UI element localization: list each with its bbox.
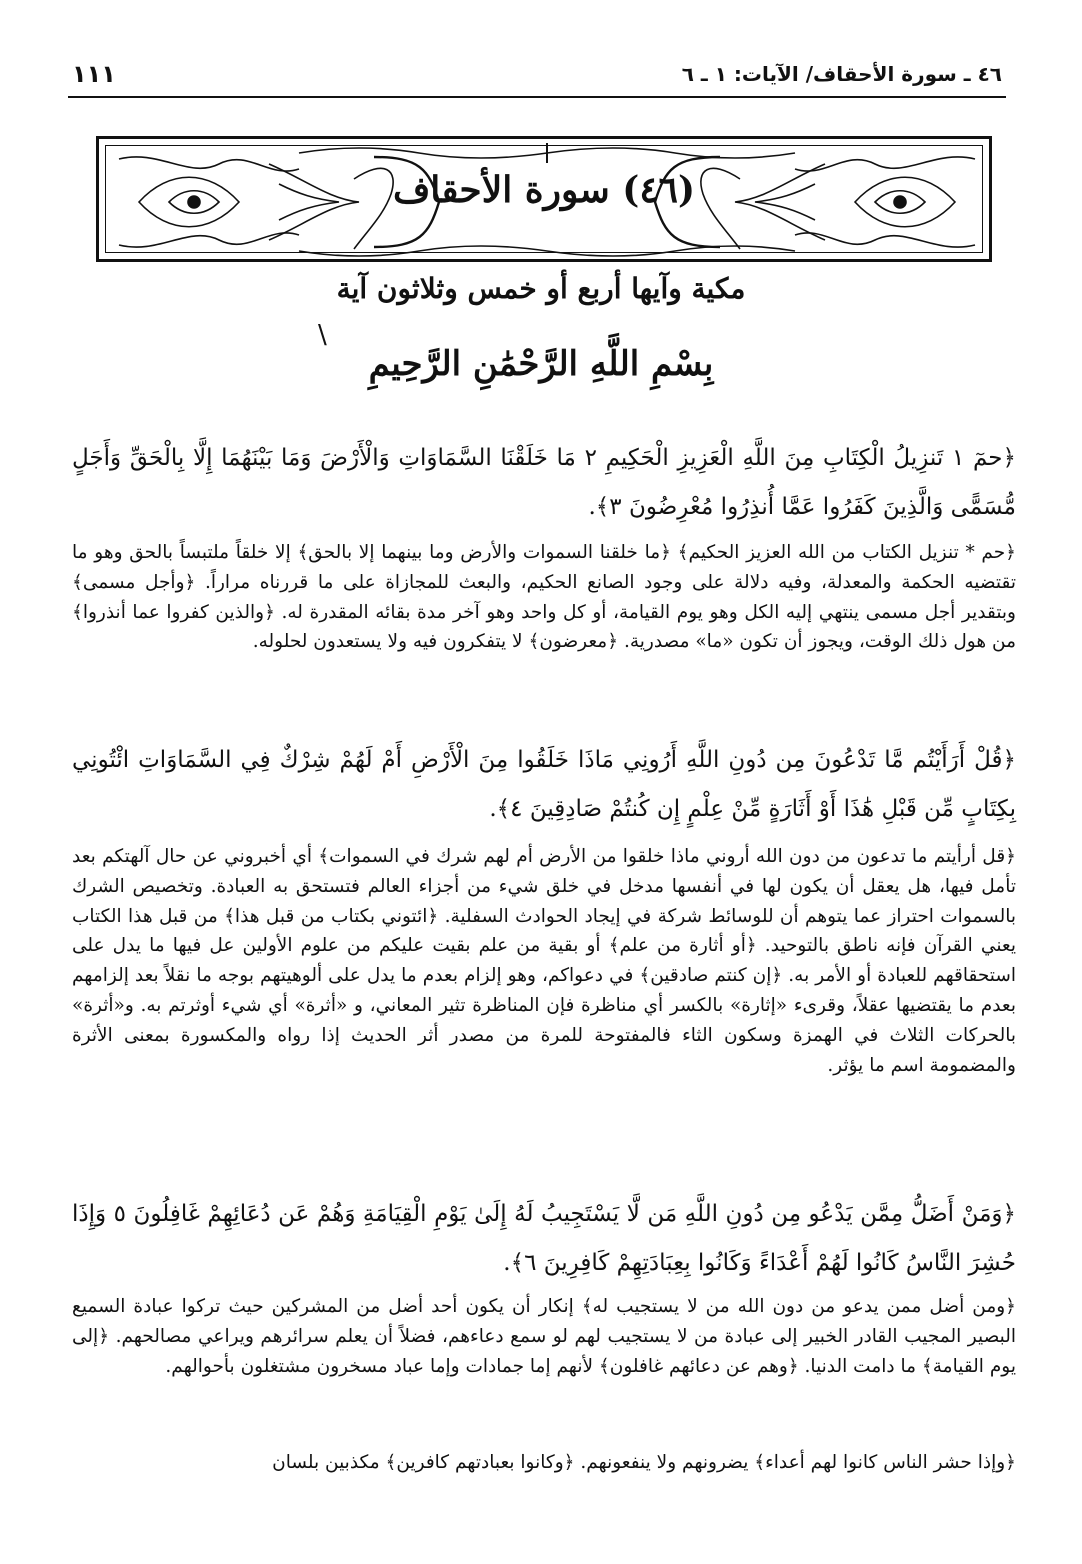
basmala: بِسْمِ اللَّهِ الرَّحْمَٰنِ الرَّحِيمِ (368, 344, 714, 384)
surah-banner (96, 136, 992, 262)
surah-subtitle: مكية وآيها أربع أو خمس وثلاثون آية (336, 272, 746, 305)
verse-block-2: ﴿قُلْ أَرَأَيْتُم مَّا تَدْعُونَ مِن دُونِ اللَّهِ أَرُونِي مَاذَا خَلَقُوا مِنَ الْأَرْضِ أَمْ لَهُمْ شِرْكٌ فِي السَّمَاوَاتِ ائْتُونِي بِكِتَابٍ مِّن قَبْلِ هَٰذَا أَوْ أَثَارَةٍ مِّنْ عِلْمٍ إِن كُنتُمْ صَادِقِينَ ٤﴾. (72, 747, 1016, 822)
running-title: ٤٦ ـ سورة الأحقاف/ الآيات: ١ ـ ٦ (681, 62, 1002, 86)
verse-block-3: ﴿وَمَنْ أَضَلُّ مِمَّن يَدْعُو مِن دُونِ اللَّهِ مَن لَّا يَسْتَجِيبُ لَهُ إِلَىٰ يَوْمِ الْقِيَامَةِ وَهُمْ عَن دُعَائِهِمْ غَافِلُونَ ٥ وَإِذَا حُشِرَ النَّاسُ كَانُوا لَهُمْ أَعْدَاءً وَكَانُوا بِعِبَادَتِهِمْ كَافِرِينَ ٦﴾. (72, 1201, 1016, 1276)
commentary-block-4: ﴿وإذا حشر الناس كانوا لهم أعداء﴾ يضرونهم ولا ينفعونهم. ﴿وكانوا بعبادتهم كافرين﴾ مكذبين بلسان (272, 1452, 1016, 1473)
commentary-block-2: ﴿قل أرأيتم ما تدعون من دون الله أروني ماذا خلقوا من الأرض أم لهم شرك في السموات﴾ أي أخبروني عن حال آلهتكم بعد تأمل فيها، هل يعقل أن يكون لها في أنفسها مدخل في خلق شيء من أجزاء العالم فتستحق به العبادة. وتخصيص الشرك بالسموات احتراز عما يتوهم أن للوسائط شركة في إيجاد الحوادث السفلية. ﴿ائتوني بكتاب من قبل هذا﴾ من قبل هذا الكتاب يعني القرآن فإنه ناطق بالتوحيد. ﴿أو أثارة من علم﴾ أو بقية من علم بقيت عليكم من علوم الأولين عل فيها ما يدل على استحقاقهم للعبادة أو الأمر به. ﴿إن كنتم صادقين﴾ في دعواكم، وهو إلزام بعدم ما يدل على ألوهيتهم بوجه ما نقلاً بعد إلزامهم بعدم ما يقتضيها عقلاً، وقرىء «إثارة» بالكسر أي مناظرة فإن المناظرة تثير المعاني، و «أثرة» أي شيء أوثرتم به. و«أثرة» بالحركات الثلاث في الهمزة وسكون الثاء فالمفتوحة للمرة من مصدر أثر الحديث إذا رواه والمكسورة بمعنى الأثرة والمضمومة اسم ما يؤثر. (72, 846, 1016, 1076)
page-number: ١١١ (72, 60, 116, 88)
surah-title: (٤٦) سورة الأحقاف (392, 169, 696, 211)
stray-mark: \ (318, 320, 327, 350)
verse-block-1: ﴿حمٓ ١ تَنزِيلُ الْكِتَابِ مِنَ اللَّهِ الْعَزِيزِ الْحَكِيمِ ٢ مَا خَلَقْنَا السَّمَاوَاتِ وَالْأَرْضَ وَمَا بَيْنَهُمَا إِلَّا بِالْحَقِّ وَأَجَلٍ مُّسَمًّى وَالَّذِينَ كَفَرُوا عَمَّا أُنذِرُوا مُعْرِضُونَ ٣﴾. (72, 445, 1017, 520)
commentary-block-3: ﴿ومن أضل ممن يدعو من دون الله من لا يستجيب له﴾ إنكار أن يكون أحد أضل من المشركين حيث تركوا عبادة السميع البصير المجيب القادر الخبير إلى عبادة من لا يستجيب لهم لو سمع دعاءهم، فضلاً أن يعلم سرائرهم ويراعي مصالحهم. ﴿إلى يوم القيامة﴾ ما دامت الدنيا. ﴿وهم عن دعائهم غافلون﴾ لأنهم إما جمادات وإما عباد مسخرون مشتغلون بأحوالهم. (72, 1296, 1016, 1377)
running-header (68, 56, 1006, 98)
commentary-block-1: ﴿حم * تنزيل الكتاب من الله العزيز الحكيم﴾ ﴿ما خلقنا السموات والأرض وما بينهما إلا بالحق﴾ إلا خلقاً ملتبساً بالحق وهو ما تقتضيه الحكمة والمعدلة، وفيه دلالة على وجود الصانع الحكيم، والبعث للمجازاة على ما قررناه مراراً. ﴿وأجل مسمى﴾ وبتقدير أجل مسمى ينتهي إليه الكل وهو يوم القيامة، أو كل واحد وهو آخر مدة بقائه المقدرة له. ﴿والذين كفروا عما أنذروا﴾ من هول ذلك الوقت، ويجوز أن تكون «ما» مصدرية. ﴿معرضون﴾ لا يتفكرون فيه ولا يستعدون لحلوله. (72, 542, 1016, 653)
